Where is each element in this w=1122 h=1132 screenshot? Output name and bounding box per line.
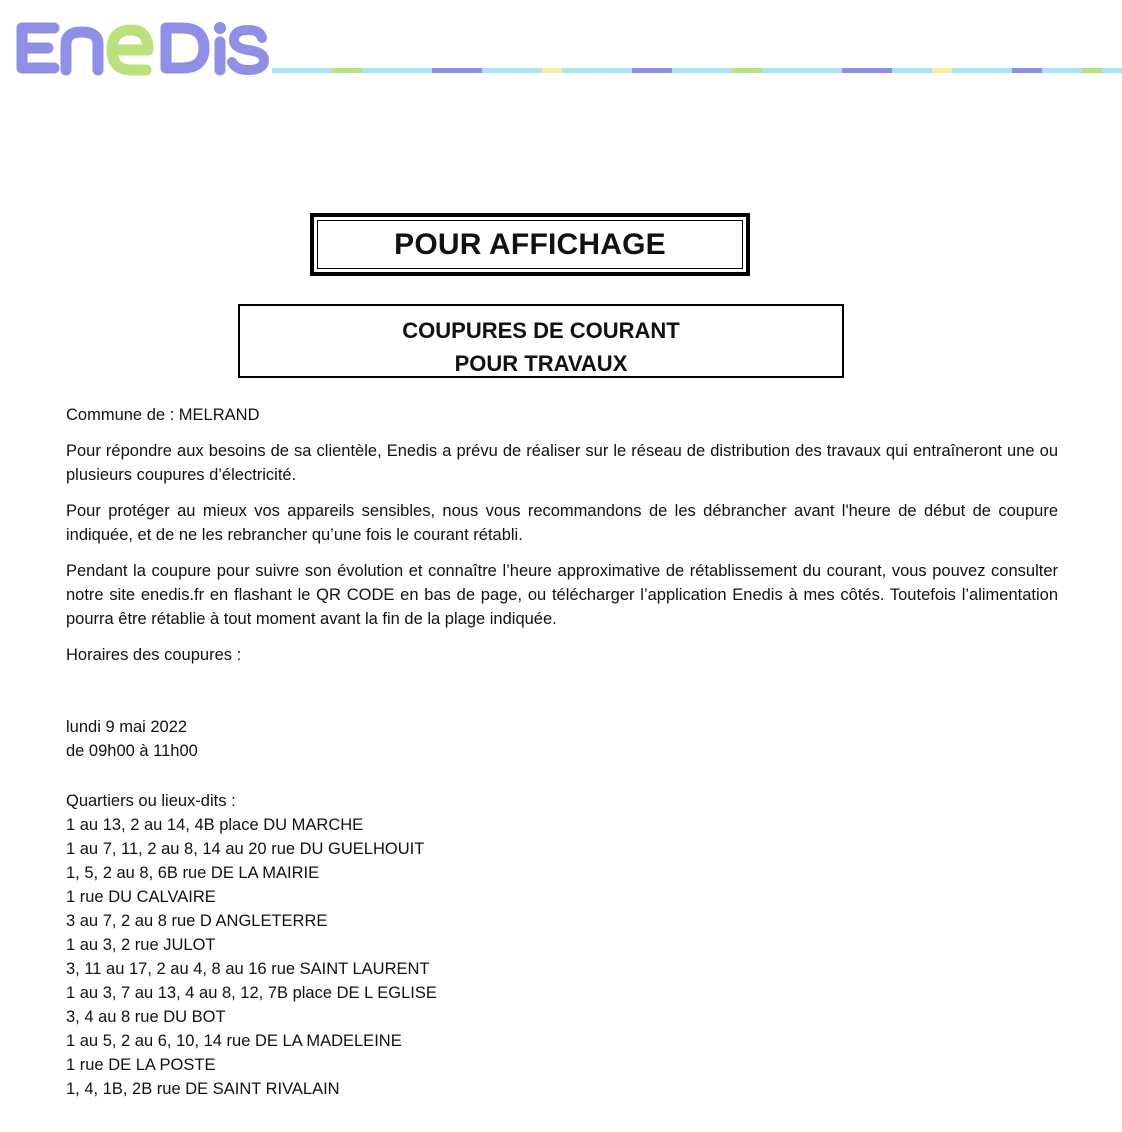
schedule-block	[66, 715, 1058, 763]
affichage-inner-frame	[317, 220, 743, 269]
paragraph-tracking: Pendant la coupure pour suivre son évolution et connaître l’heure approximative de rétablissement du courant, vous pouvez consulter notre site enedis.fr en flashant le QR CODE en bas de page, ou télécharger l’application Enedis à mes côtés. Toutefois l’alimentation pourra être rétablie à tout moment avant la fin de la plage indiquée.	[66, 562, 1058, 628]
quartiers-block	[66, 789, 1058, 1101]
street-line: 1, 5, 2 au 8, 6B rue DE LA MAIRIE	[66, 864, 320, 882]
affichage-box	[310, 213, 750, 276]
street-line: 1 rue DE LA POSTE	[66, 1056, 216, 1074]
street-line: 1 rue DU CALVAIRE	[66, 888, 216, 906]
street-line: 1 au 7, 11, 2 au 8, 14 au 20 rue DU GUELHOUIT	[66, 840, 425, 858]
paragraph-intro: Pour répondre aux besoins de sa clientèle, Enedis a prévu de réaliser sur le réseau de distribution des travaux qui entraîneront une ou plusieurs coupures d’électricité.	[66, 442, 1058, 484]
notice-subtitle-line1: COUPURES DE COURANT	[402, 318, 680, 343]
notice-title: POUR AFFICHAGE	[394, 227, 666, 261]
street-line: 3 au 7, 2 au 8 rue D ANGLETERRE	[66, 912, 328, 930]
header-color-rule	[272, 68, 1122, 73]
street-line: 1 au 3, 7 au 13, 4 au 8, 12, 7B place DE L EGLISE	[66, 984, 437, 1002]
street-line: 1 au 13, 2 au 14, 4B place DU MARCHE	[66, 816, 364, 834]
street-line: 1 au 5, 2 au 6, 10, 14 rue DE LA MADELEINE	[66, 1032, 402, 1050]
notice-body	[66, 403, 1058, 1101]
street-line: 1 au 3, 2 rue JULOT	[66, 936, 216, 954]
schedule-date: lundi 9 mai 2022	[66, 718, 188, 736]
paragraph-advice: Pour protéger au mieux vos appareils sensibles, nous vous recommandons de les débrancher avant l'heure de début de coupure indiquée, et de ne les rebrancher qu’une fois le courant rétabli.	[66, 502, 1058, 544]
horaires-label: Horaires des coupures :	[66, 646, 242, 664]
street-line: 3, 4 au 8 rue DU BOT	[66, 1008, 226, 1026]
notice-subtitle-line2: POUR TRAVAUX	[454, 351, 628, 376]
schedule-time: de 09h00 à 11h00	[66, 742, 198, 760]
coupures-box	[238, 304, 844, 378]
street-line: 3, 11 au 17, 2 au 4, 8 au 16 rue SAINT LAURENT	[66, 960, 430, 978]
quartiers-label: Quartiers ou lieux-dits :	[66, 792, 236, 810]
street-line: 1, 4, 1B, 2B rue DE SAINT RIVALAIN	[66, 1080, 340, 1098]
commune-line: Commune de : MELRAND	[66, 406, 260, 424]
enedis-logo	[10, 16, 270, 78]
